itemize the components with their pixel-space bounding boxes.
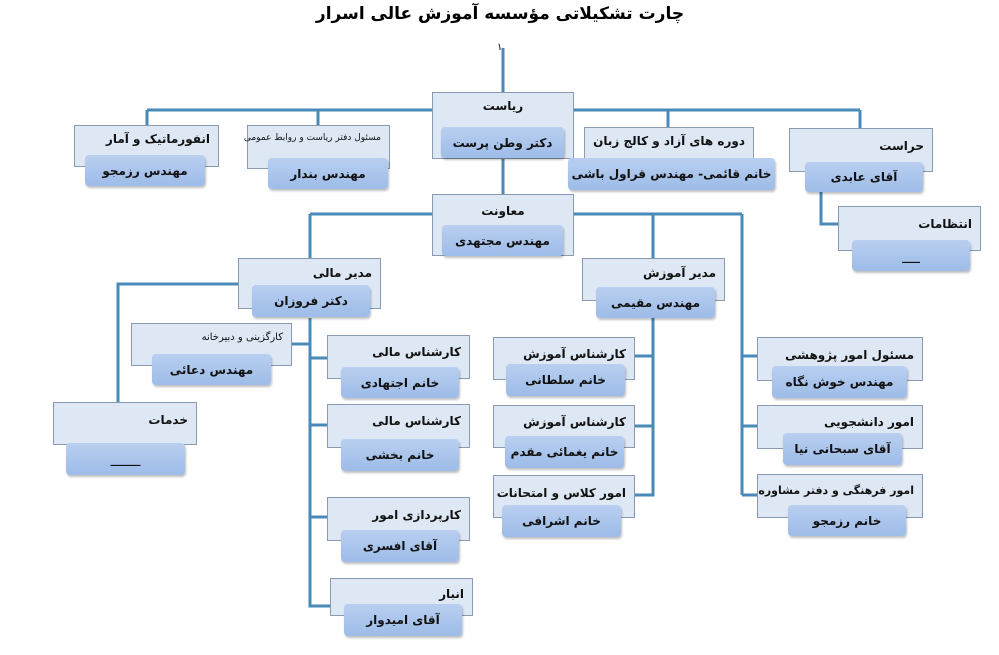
- finance-expert-1-role: کارشناس مالی: [372, 345, 461, 359]
- discipline-role: انتظامات: [918, 217, 972, 231]
- deputy-name: مهندس مجتهدی: [442, 225, 563, 256]
- hr-secretariat-name: مهندس دعائی: [152, 354, 271, 385]
- procurement-role: کارپردازی امور: [372, 508, 461, 522]
- presidency-role: ریاست: [482, 99, 524, 113]
- warehouse-role: انبار: [439, 587, 464, 601]
- class-exams-role: امور کلاس و امتحانات: [496, 486, 626, 500]
- services-name: _____: [66, 443, 185, 475]
- edu-expert-1-name: خانم سلطانی: [506, 364, 625, 396]
- finance-expert-1-name: خانم اجتهادی: [341, 367, 459, 398]
- student-affairs-role: امور دانشجویی: [824, 415, 914, 429]
- research-name: مهندس خوش نگاه: [772, 366, 907, 398]
- cultural-counseling-name: خانم رزمجو: [788, 505, 906, 536]
- warehouse-name: آقای امیدوار: [344, 604, 462, 636]
- top-mark: ١: [497, 42, 503, 53]
- procurement-name: آقای افسری: [341, 530, 459, 562]
- finance-expert-2-name: خانم بخشی: [341, 439, 459, 471]
- hr-secretariat-role: کارگزینی و دبیرخانه: [201, 332, 283, 343]
- student-affairs-name: آقای سبحانی نیا: [783, 433, 902, 465]
- services-role: خدمات: [148, 413, 188, 427]
- office-head-role: مسئول دفتر ریاست و روابط عمومی: [243, 133, 381, 143]
- research-role: مسئول امور پژوهشی: [785, 348, 914, 362]
- language-courses-name: خانم قائمی- مهندس قراول باشی: [568, 158, 775, 190]
- finance-manager-role: مدیر مالی: [312, 266, 372, 280]
- edu-expert-1-role: کارشناس آموزش: [523, 347, 626, 361]
- cultural-counseling-role: امور فرهنگی و دفتر مشاوره: [758, 484, 914, 497]
- finance-manager-name: دکتر فروزان: [252, 285, 370, 317]
- deputy-role: معاونت: [481, 204, 525, 218]
- office-head-name: مهندس بندار: [268, 158, 388, 189]
- informatics-role: انفورماتیک و آمار: [105, 132, 210, 146]
- education-manager-name: مهندس مقیمی: [596, 287, 715, 318]
- connector-edu-trunk: [632, 318, 653, 495]
- education-manager-role: مدیر آموزش: [642, 266, 716, 280]
- discipline-name: ___: [852, 240, 970, 271]
- finance-expert-2-role: کارشناس مالی: [372, 414, 461, 428]
- edu-expert-2-role: کارشناس آموزش: [523, 415, 626, 429]
- security-role: حراست: [879, 139, 924, 153]
- presidency-name: دکتر وطن پرست: [441, 127, 564, 158]
- chart-title: چارت تشکیلاتی مؤسسه آموزش عالی اسرار: [315, 4, 685, 24]
- node-services: [53, 402, 197, 445]
- language-courses-role: دوره های آزاد و کالج زبان: [593, 134, 745, 148]
- security-name: آقای عابدی: [805, 162, 923, 192]
- edu-expert-2-name: خانم یغمائی مقدم: [505, 436, 624, 468]
- informatics-name: مهندس رزمجو: [85, 155, 205, 186]
- class-exams-name: خانم اشرافی: [502, 505, 621, 537]
